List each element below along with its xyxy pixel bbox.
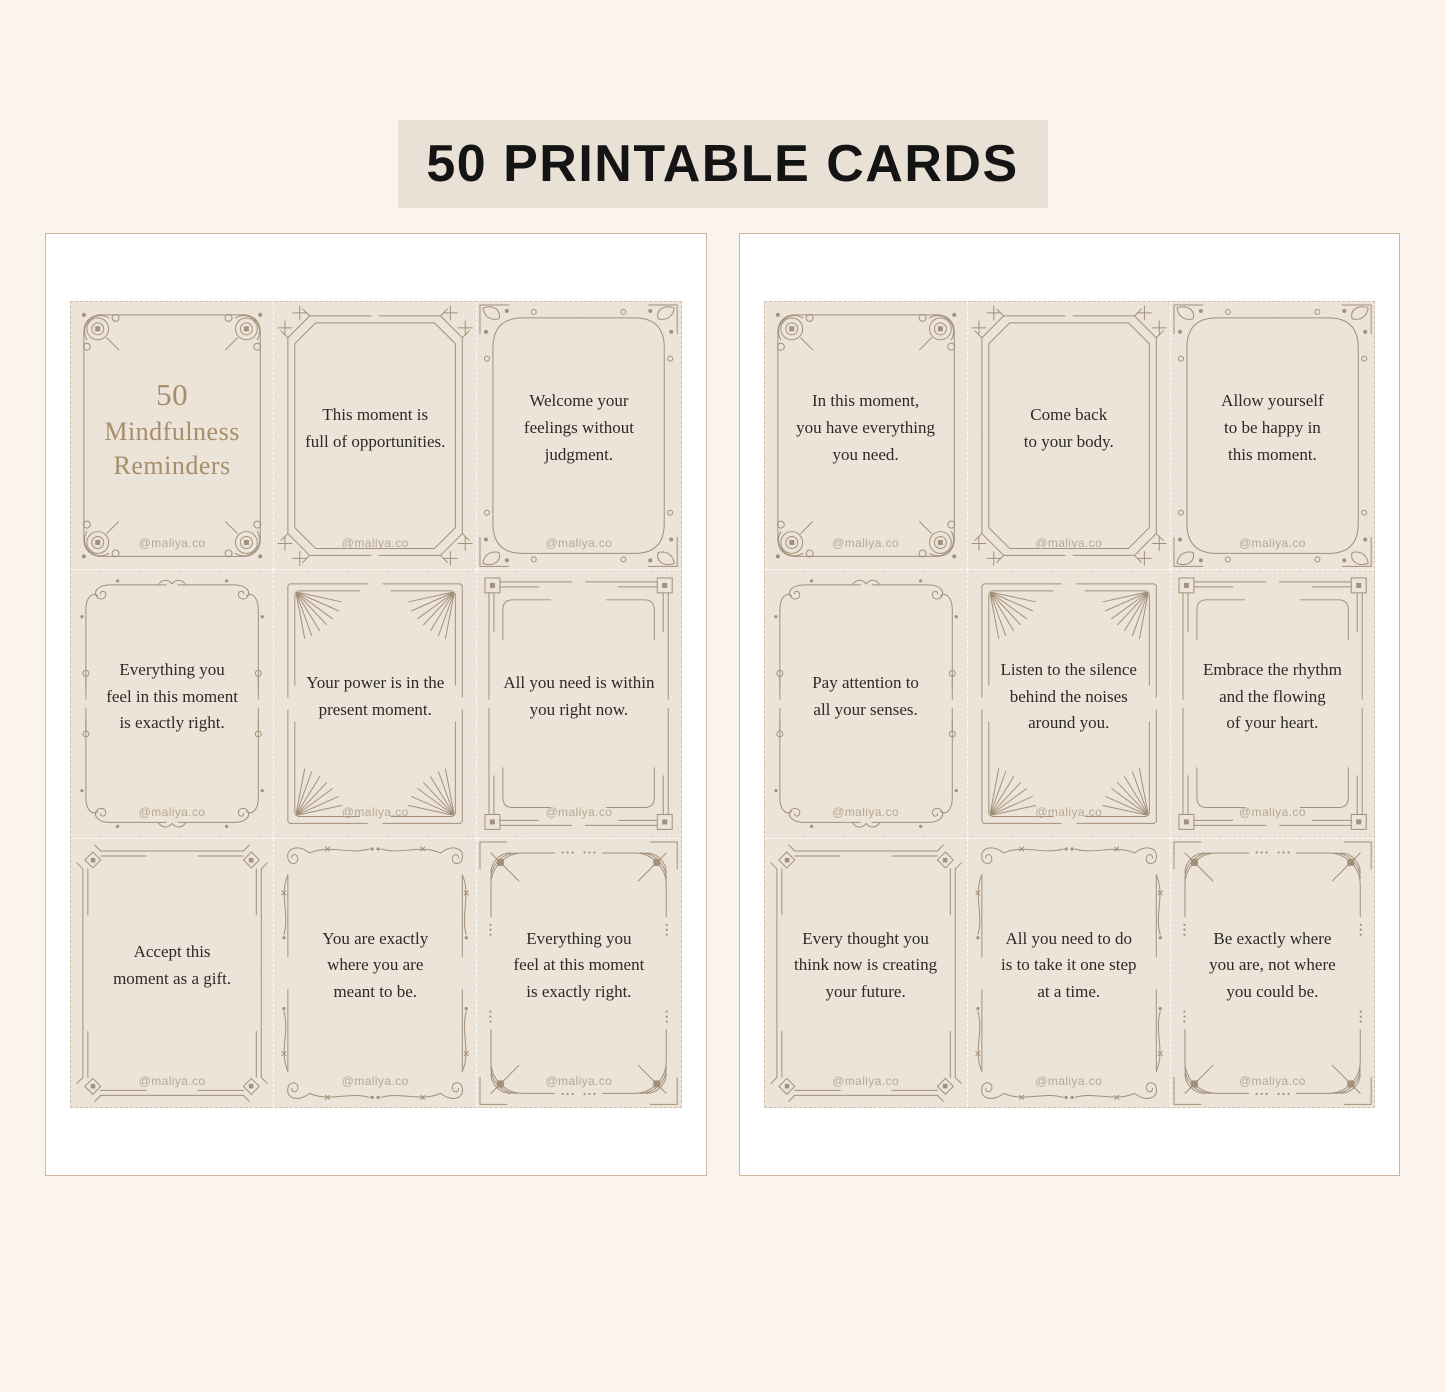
brand-handle: @maliya.co [1035, 1074, 1103, 1088]
text-line: Reminders [113, 450, 231, 480]
brand-handle: @maliya.co [1035, 536, 1103, 551]
quote-card [765, 302, 968, 570]
text-line: Allow yourself [1221, 391, 1324, 411]
quote-card [274, 839, 477, 1107]
text-line: Embrace the rhythm [1203, 659, 1342, 679]
text-line: your future. [825, 982, 906, 1002]
text-line: Everything you [119, 659, 225, 679]
text-line: feelings without [523, 418, 634, 438]
quote-card [765, 839, 968, 1107]
card-quote-text [491, 839, 666, 1093]
card-quote-text [491, 570, 666, 823]
text-line: meant to be. [333, 982, 418, 1002]
text-line: 50 [156, 376, 189, 412]
brand-handle: @maliya.co [1238, 536, 1306, 551]
text-line: Welcome your [529, 391, 629, 411]
text-line: you need. [832, 445, 899, 465]
text-line: where you are [327, 955, 424, 975]
text-line: feel in this moment [106, 686, 238, 706]
text-line: you right now. [529, 699, 629, 719]
quote-card [968, 302, 1171, 570]
title-banner [398, 120, 1048, 208]
text-line: is exactly right. [119, 713, 225, 733]
text-line: Pay attention to [812, 673, 919, 693]
text-line: judgment. [544, 445, 614, 465]
quote-card [477, 570, 680, 838]
text-line: Listen to the silence [1000, 659, 1137, 679]
quote-card [477, 839, 680, 1107]
page-title: 50 PRINTABLE CARDS [426, 135, 1019, 193]
text-line: think now is creating [794, 955, 938, 975]
text-line: moment as a gift. [113, 968, 232, 988]
brand-handle: @maliya.co [545, 536, 613, 551]
card-quote-text [1185, 570, 1360, 823]
product-preview [0, 120, 1445, 1176]
text-line: at a time. [1037, 982, 1101, 1002]
brand-handle: @maliya.co [1035, 804, 1103, 819]
quote-card [968, 570, 1171, 838]
card-quote-text [982, 570, 1156, 823]
text-line: and the flowing [1219, 686, 1326, 706]
text-line: Everything you [526, 928, 632, 948]
card-quote-text [1185, 302, 1360, 555]
text-line: of your heart. [1226, 713, 1319, 733]
text-line: feel at this moment [513, 955, 645, 975]
text-line: present moment. [318, 699, 432, 719]
text-line: is exactly right. [526, 982, 632, 1002]
text-line: Accept this [133, 941, 211, 961]
brand-handle: @maliya.co [138, 804, 206, 819]
brand-handle: @maliya.co [341, 1074, 409, 1088]
brand-handle: @maliya.co [341, 536, 409, 551]
brand-handle: @maliya.co [341, 804, 409, 819]
quote-card [477, 302, 680, 570]
quote-card [1171, 570, 1374, 838]
brand-handle: @maliya.co [1238, 804, 1306, 819]
cover-title [85, 302, 259, 555]
text-line: behind the noises [1009, 686, 1128, 706]
text-line: around you. [1028, 713, 1110, 733]
card-quote-text [288, 839, 462, 1093]
brand-handle: @maliya.co [832, 804, 900, 819]
card-quote-text [85, 839, 259, 1093]
card-sheet-page-2 [739, 233, 1401, 1176]
card-quote-text [779, 839, 953, 1093]
text-line: all your senses. [813, 699, 918, 719]
quote-card [765, 570, 968, 838]
brand-handle: @maliya.co [138, 536, 206, 551]
quote-card [1171, 302, 1374, 570]
quote-card [71, 839, 274, 1107]
brand-handle: @maliya.co [832, 536, 900, 551]
card-quote-text [779, 570, 953, 823]
cover-card [71, 302, 274, 570]
card-grid-2 [764, 301, 1376, 1108]
card-quote-text [288, 570, 462, 823]
quote-card [1171, 839, 1374, 1107]
pages-row [0, 208, 1445, 1176]
text-line: This moment is [322, 404, 429, 424]
card-quote-text [85, 570, 259, 823]
text-line: you are, not where [1209, 955, 1336, 975]
text-line: Your power is in the [306, 673, 445, 693]
card-quote-text [491, 302, 666, 555]
text-line: to your body. [1023, 431, 1114, 451]
card-quote-text [1185, 839, 1360, 1093]
quote-card [71, 570, 274, 838]
text-line: Mindfulness [104, 417, 240, 447]
text-line: is to take it one step [1000, 955, 1137, 975]
text-line: Every thought you [802, 928, 929, 948]
quote-card [274, 570, 477, 838]
text-line: All you need to do [1005, 928, 1133, 948]
text-line: You are exactly [322, 928, 429, 948]
text-line: All you need is within [503, 673, 655, 693]
text-line: this moment. [1228, 445, 1317, 465]
text-line: you could be. [1226, 982, 1319, 1002]
brand-handle: @maliya.co [545, 1074, 613, 1088]
card-quote-text [982, 839, 1156, 1093]
text-line: you have everything [796, 418, 935, 438]
card-grid-1 [70, 301, 682, 1108]
brand-handle: @maliya.co [1238, 1074, 1306, 1088]
brand-handle: @maliya.co [545, 804, 613, 819]
quote-card [274, 302, 477, 570]
text-line: Be exactly where [1213, 928, 1332, 948]
text-line: In this moment, [811, 391, 920, 411]
card-quote-text [982, 302, 1156, 555]
text-line: full of opportunities. [305, 431, 446, 451]
text-line: Come back [1030, 404, 1108, 424]
text-line: to be happy in [1224, 418, 1321, 438]
card-sheet-page-1 [45, 233, 707, 1176]
quote-card [968, 839, 1171, 1107]
card-quote-text [779, 302, 953, 555]
brand-handle: @maliya.co [832, 1074, 900, 1088]
card-quote-text [288, 302, 462, 555]
brand-handle: @maliya.co [138, 1074, 206, 1088]
